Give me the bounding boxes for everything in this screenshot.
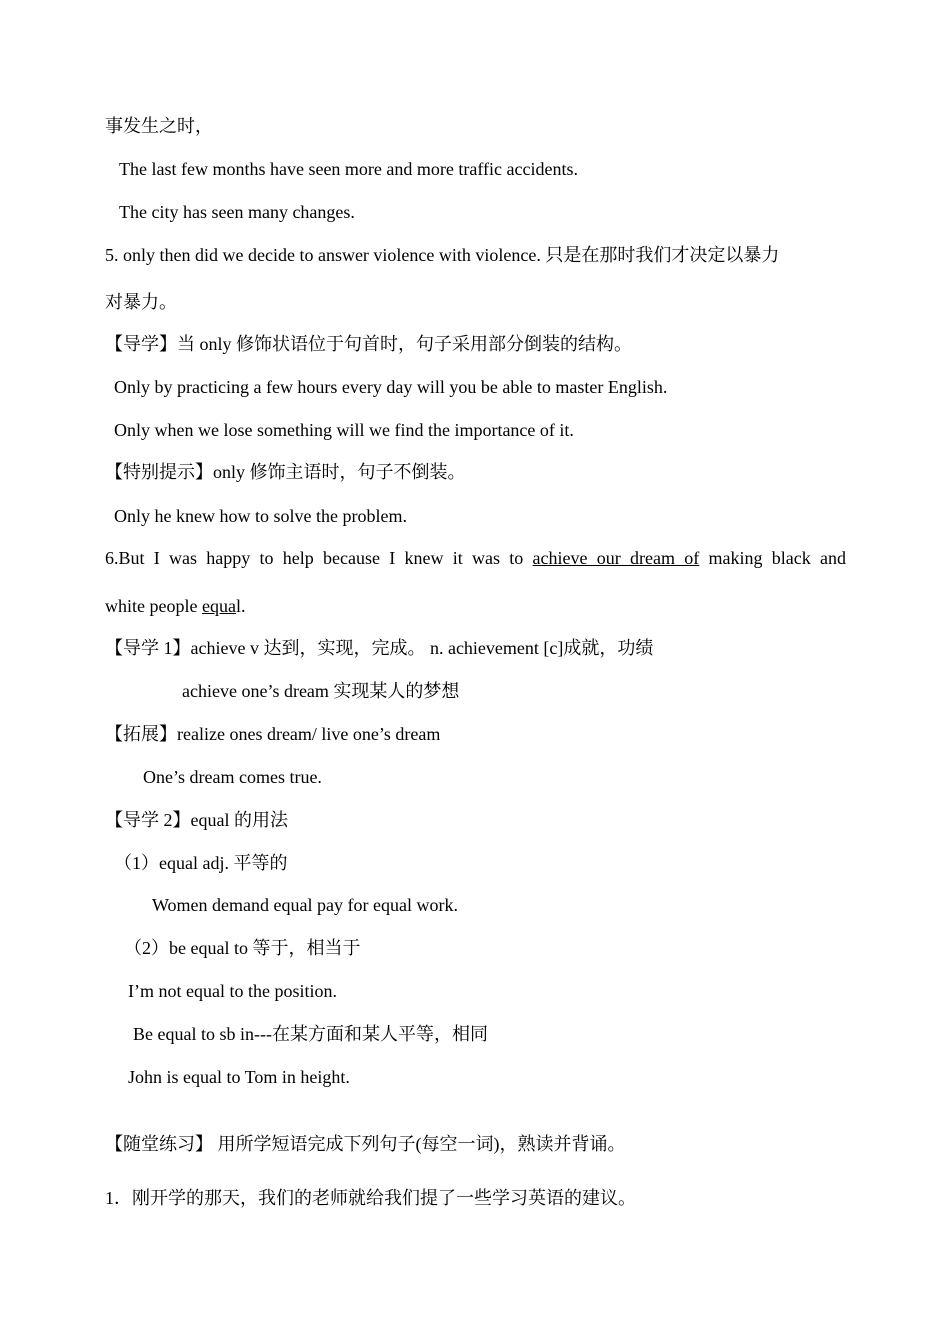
practice-heading: 【随堂练习】 用所学短语完成下列句子(每空一词)，熟读并背诵。 bbox=[105, 1134, 626, 1154]
phrase-definition: achieve one’s dream 实现某人的梦想 bbox=[182, 681, 460, 701]
text-line: 对暴力。 bbox=[105, 292, 177, 312]
sentence-text: making black and bbox=[699, 548, 846, 568]
example-sentence: Only by practicing a few hours every day will you be able to master English. bbox=[114, 377, 668, 397]
special-tip: 【特别提示】only 修饰主语时，句子不倒装。 bbox=[105, 462, 466, 482]
sentence-text: white people bbox=[105, 596, 202, 616]
underlined-phrase: achieve our dream of bbox=[532, 548, 700, 568]
example-sentence: Women demand equal pay for equal work. bbox=[152, 895, 458, 915]
extension-note: 【拓展】realize ones dream/ live one’s dream bbox=[105, 724, 441, 744]
example-sentence: The city has seen many changes. bbox=[119, 202, 355, 222]
example-sentence: Only when we lose something will we find the importance of it. bbox=[114, 420, 574, 440]
usage-item-2: （2）be equal to 等于，相当于 bbox=[124, 938, 361, 958]
example-sentence: One’s dream comes true. bbox=[143, 767, 322, 787]
guide-note-1: 【导学 1】achieve v 达到，实现，完成。 n. achievement [c]成就，功绩 bbox=[105, 638, 654, 658]
numbered-sentence-6 bbox=[105, 546, 846, 570]
usage-item-1: （1）equal adj. 平等的 bbox=[114, 853, 288, 873]
text-line: 事发生之时， bbox=[105, 116, 213, 136]
sentence-text: 6.But I was happy to help because I knew it was to bbox=[105, 548, 533, 568]
numbered-sentence-5: 5. only then did we decide to answer violence with violence. 只是在那时我们才决定以暴力 bbox=[105, 245, 780, 265]
guide-note-2: 【导学 2】equal 的用法 bbox=[105, 810, 288, 830]
sentence-continuation bbox=[105, 594, 245, 618]
guide-note: 【导学】当 only 修饰状语位于句首时，句子采用部分倒装的结构。 bbox=[105, 334, 632, 354]
example-sentence: I’m not equal to the position. bbox=[128, 981, 337, 1001]
example-sentence: John is equal to Tom in height. bbox=[128, 1067, 350, 1087]
practice-item-1: 1．刚开学的那天，我们的老师就给我们提了一些学习英语的建议。 bbox=[105, 1188, 636, 1208]
phrase-definition: Be equal to sb in---在某方面和某人平等，相同 bbox=[133, 1024, 488, 1044]
example-sentence: Only he knew how to solve the problem. bbox=[114, 506, 407, 526]
example-sentence: The last few months have seen more and more traffic accidents. bbox=[119, 159, 578, 179]
sentence-text: l. bbox=[235, 596, 246, 616]
underlined-word: equa bbox=[201, 596, 236, 616]
